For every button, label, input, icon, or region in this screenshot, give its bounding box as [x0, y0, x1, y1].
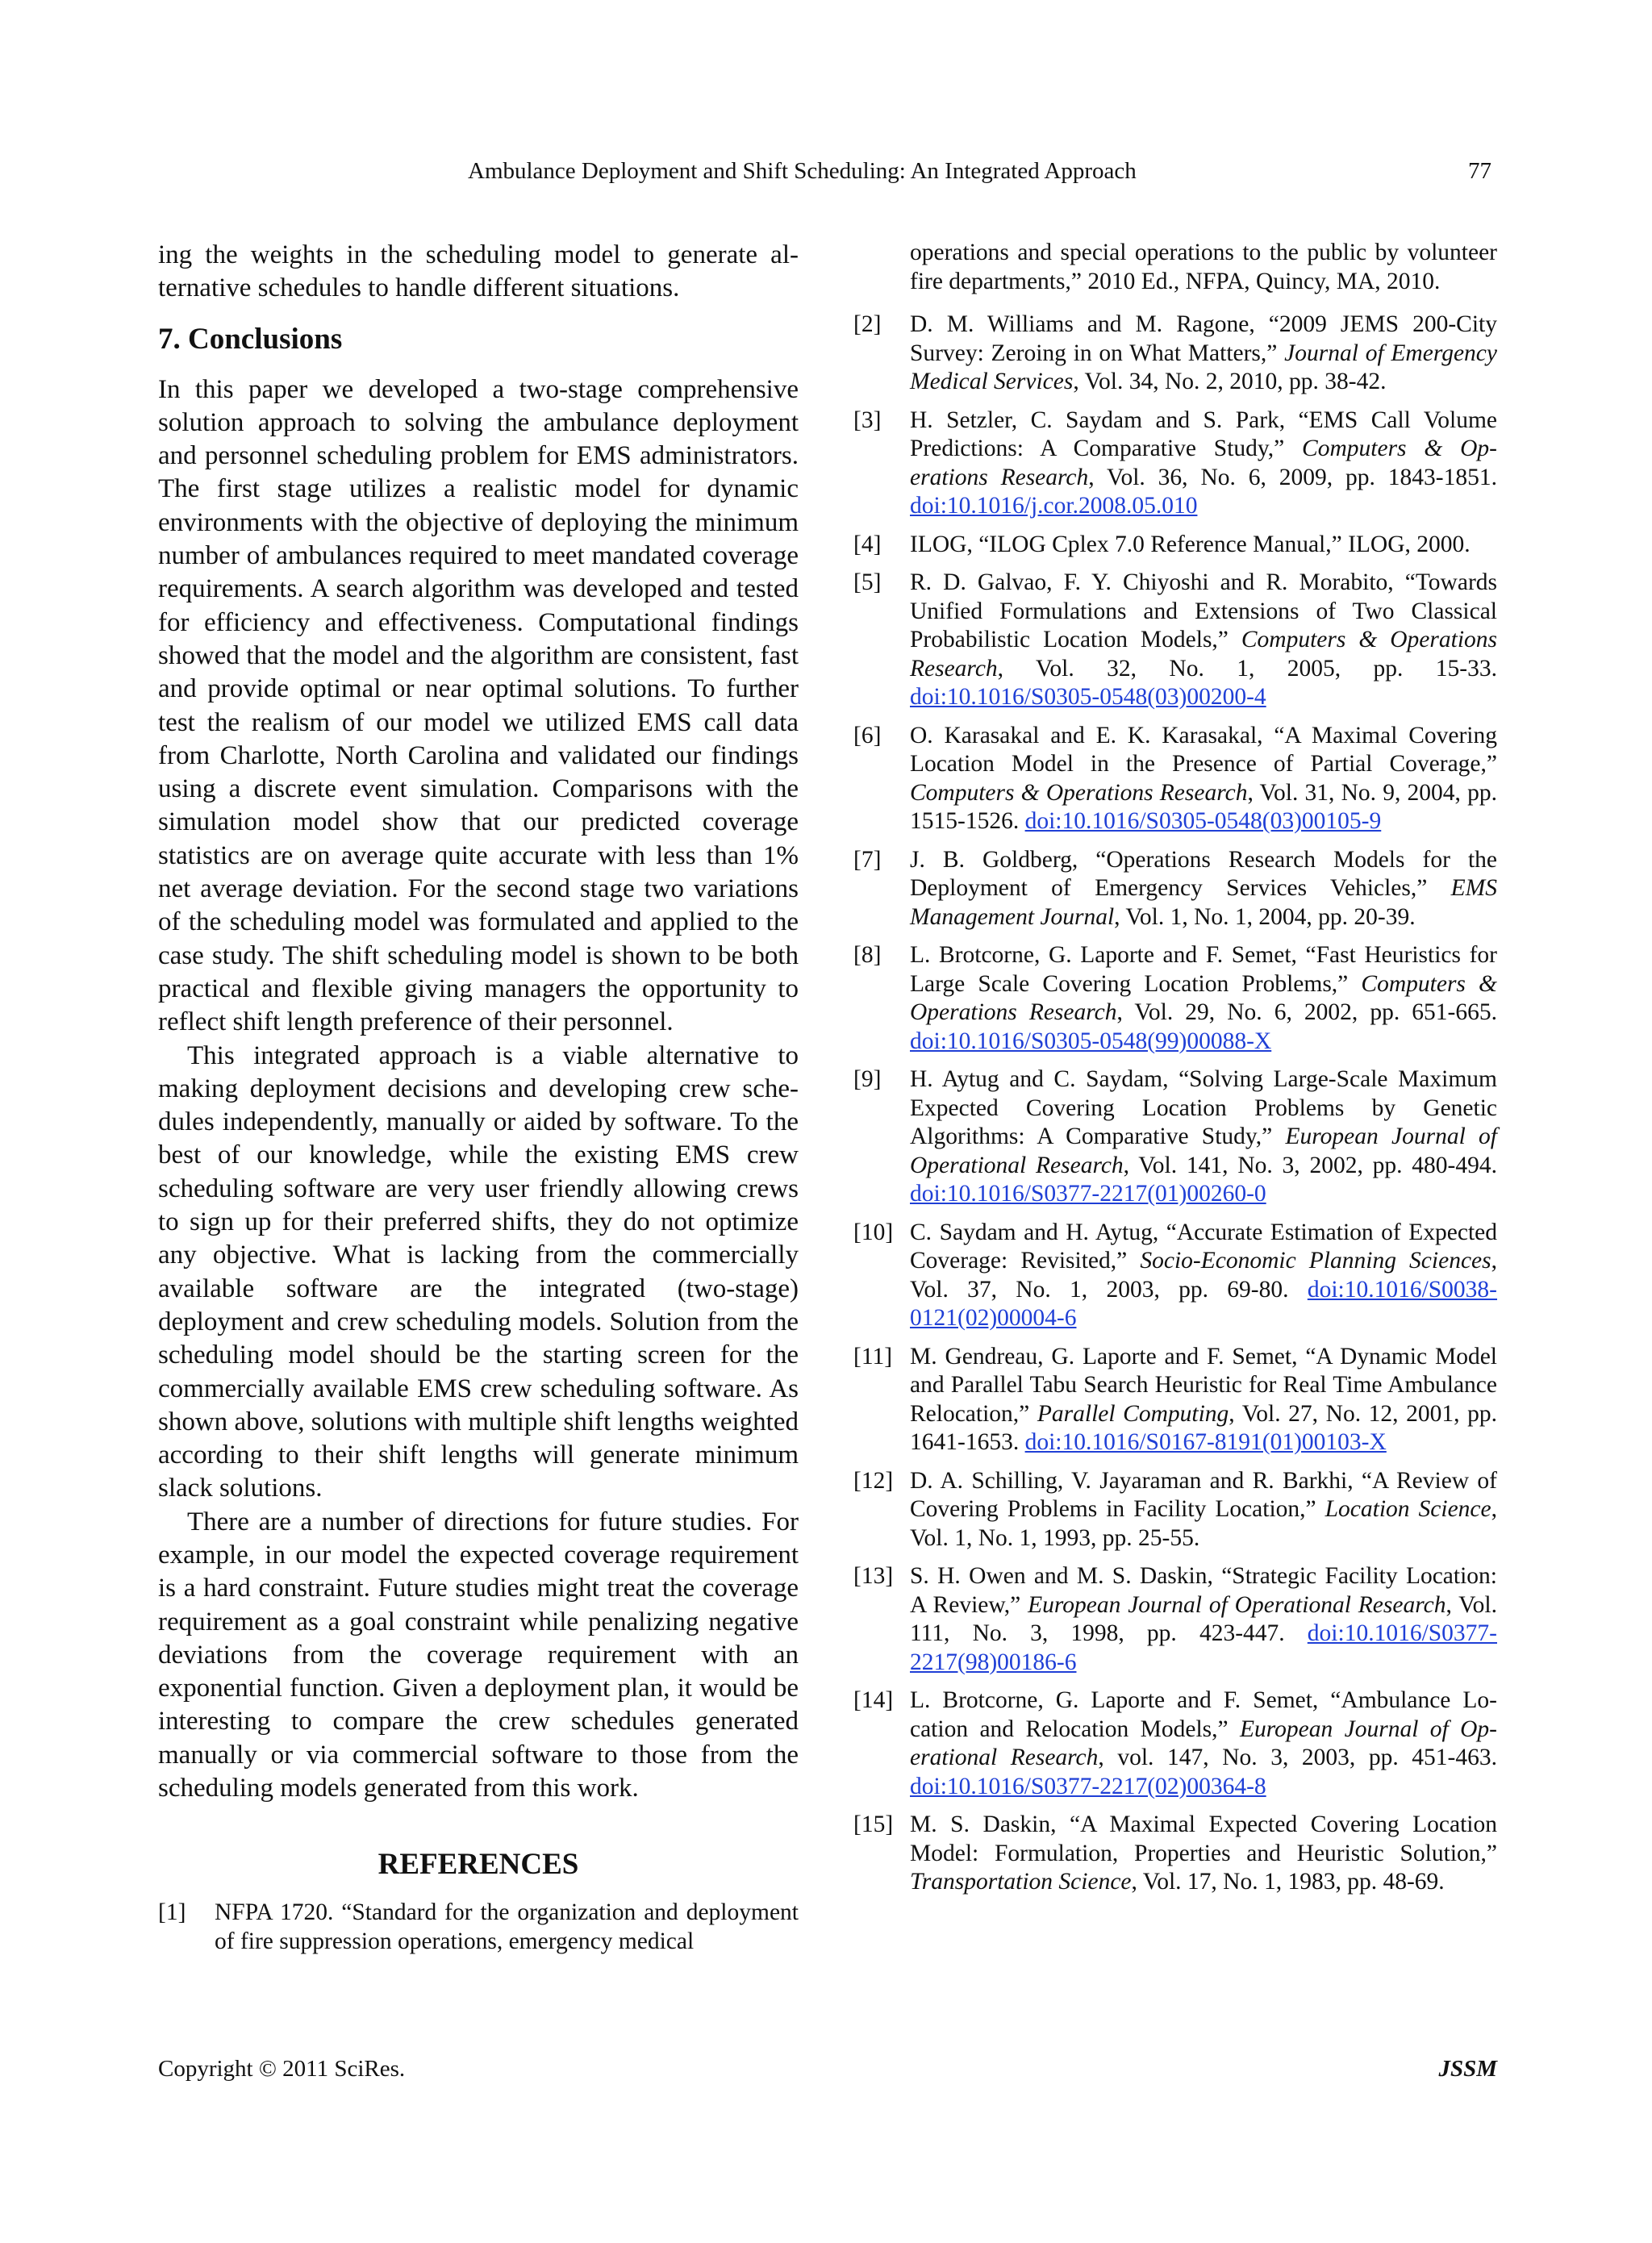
reference-journal: EMS Management Journal	[910, 875, 1497, 930]
doi-link[interactable]: doi:10.1016/S0377-2217(02)00364-8	[910, 1773, 1266, 1799]
reference-item	[853, 1811, 1497, 1897]
reference-item	[853, 406, 1497, 521]
conclusions-paragraph-3: There are a number of directions for future studies. For example, in our model the expected coverage requirement is a hard constraint. Future studies might treat the coverage requirement as a goal constraint while penalizing negative deviations from the coverage requirement with an exponential function. Given a deployment plan, it would be interesting to compare the crew schedules generated manually or via commercial software to those from the scheduling models generated from this work.	[158, 1507, 799, 1803]
reference-item	[853, 722, 1497, 836]
reference-text	[910, 1467, 1497, 1553]
reference-item	[853, 531, 1497, 560]
reference-authors-title: M. Gendreau, G. Laporte and F. Semet, “A Dynamic Model and Parallel Tabu Search Heuristic for Real Time Ambulance Relocation,”	[910, 1343, 1497, 1427]
conclusions-paragraph-1: In this paper we developed a two-stage comprehensive solution approach to solving the ambulance deployment and personnel scheduling problem for EMS administrators. The first stage utilizes a realistic model for dynamic environments with the objective of deploying the minimum number of ambulances required to meet mandated coverage requirements. A search algorithm was developed and tested for efficiency and effectiveness. Computational findings showed that the model and the algorithm are consistent, fast and provide optimal or near optimal solutions. To further test the realism of our model we utilized EMS call data from Charlotte, North Carolina and validated our findings using a discrete event simulation. Comparisons with the simulation model show that our predicted coverage statistics are on average quite accurate with less than 1% net average deviation. For the second stage two variations of the scheduling model was formulated and applied to the case study. The shift scheduling model is shown to be both practical and flexible giving managers the opportunity to reflect shift length preference of their personnel.	[158, 374, 799, 1037]
reference-number: [5]	[853, 569, 882, 595]
doi-link[interactable]: doi:10.1016/S0305-0548(99)00088-X	[910, 1028, 1272, 1054]
reference-volume-pages: , Vol. 37, No. 1, 2003, pp. 69-80.	[910, 1248, 1497, 1303]
reference-text	[910, 722, 1497, 836]
reference-number: [2]	[853, 311, 882, 337]
reference-authors-title: D. A. Schilling, V. Jayaraman and R. Barkhi, “A Review of Covering Problems in Facility Location,”	[910, 1467, 1497, 1522]
doi-link[interactable]: doi:10.1016/S0305-0548(03)00200-4	[910, 684, 1266, 710]
reference-volume-pages: , Vol. 32, No. 1, 2005, pp. 15-33.	[997, 655, 1497, 682]
reference-journal: Computers & Operations Research	[910, 970, 1497, 1025]
reference-number: [6]	[853, 722, 882, 748]
reference-volume-pages: , Vol. 27, No. 12, 2001, pp. 1641-1653.	[910, 1400, 1498, 1455]
reference-text	[910, 1219, 1497, 1333]
reference-item	[853, 1562, 1497, 1677]
reference-authors-title: ILOG, “ILOG Cplex 7.0 Reference Manual,” ILOG, 2000.	[910, 531, 1471, 557]
reference-item	[853, 1343, 1497, 1457]
reference-authors-title: J. B. Goldberg, “Operations Research Models for the Deployment of Emergency Services Vehicles,”	[910, 846, 1497, 901]
reference-number: [9]	[853, 1066, 882, 1092]
reference-journal: Parallel Computing	[1037, 1400, 1229, 1427]
reference-item	[853, 569, 1497, 712]
paragraph-continued: ing the weights in the scheduling model to generate alternative schedules to handle different situations.	[158, 240, 799, 303]
reference-journal: Socio-Economic Planning Sciences	[1140, 1248, 1491, 1274]
reference-text	[910, 1811, 1497, 1897]
reference-authors-title: C. Saydam and H. Aytug, “Accurate Estimation of Expected Coverage: Revisited,”	[910, 1219, 1497, 1274]
reference-number: [3]	[853, 406, 882, 433]
copyright-notice: Copyright © 2011 SciRes.	[158, 2056, 406, 2082]
doi-link[interactable]: doi:10.1016/j.cor.2008.05.010	[910, 493, 1198, 519]
reference-authors-title: L. Brotcorne, G. Laporte and F. Semet, “Fast Heuristics for Large Scale Covering Location Problems,”	[910, 942, 1497, 997]
reference-authors-title: H. Aytug and C. Saydam, “Solving Large-Scale Maximum Expected Covering Location Problems by Genetic Algorithms: A Comparative Study,”	[910, 1066, 1497, 1149]
reference-number: [15]	[853, 1811, 894, 1837]
reference-journal: European Journal of Operational Research	[1028, 1591, 1446, 1618]
reference-journal: Computers & Operations Research	[910, 627, 1497, 682]
reference-journal: Computers & Operations Research	[910, 779, 1248, 806]
reference-item	[853, 1467, 1497, 1553]
reference-volume-pages: , Vol. 1, No. 1, 2004, pp. 20-39.	[1114, 903, 1416, 930]
reference-item	[853, 1686, 1497, 1801]
journal-abbreviation: JSSM	[1438, 2056, 1497, 2082]
reference-authors-title: H. Setzler, C. Saydam and S. Park, “EMS Call Volume Predictions: A Comparative Study,”	[910, 406, 1497, 461]
reference-item-1-continued	[853, 239, 1497, 296]
reference-journal: Transportation Science	[910, 1869, 1132, 1895]
reference-item	[853, 1065, 1497, 1209]
left-column	[158, 239, 799, 1966]
section-heading-conclusions: 7. Conclusions	[158, 322, 343, 356]
reference-journal: Journal of Emergency Medical Services	[910, 340, 1497, 394]
reference-volume-pages: , Vol. 34, No. 2, 2010, pp. 38-42.	[1073, 369, 1387, 394]
reference-item-1	[158, 1899, 799, 1956]
reference-volume-pages: , Vol. 111, No. 3, 1998, pp. 423-447.	[910, 1591, 1497, 1646]
reference-item	[853, 846, 1497, 932]
reference-number: [14]	[853, 1687, 894, 1713]
reference-number: [7]	[853, 846, 882, 873]
reference-number: [11]	[853, 1343, 893, 1370]
reference-number: [4]	[853, 531, 882, 557]
reference-text	[910, 311, 1497, 397]
reference-text	[910, 1686, 1497, 1801]
doi-link[interactable]: doi:10.1016/S0305-0548(03)00105-9	[1024, 808, 1382, 834]
doi-link[interactable]: doi:10.1016/S0377-2217(01)00260-0	[910, 1181, 1266, 1207]
reference-volume-pages: , Vol. 36, No. 6, 2009, pp. 1843-1851.	[1088, 464, 1497, 490]
reference-number: [13]	[853, 1563, 894, 1589]
page-number: 77	[1468, 158, 1491, 184]
reference-authors-title: L. Brotcorne, G. Laporte and F. Semet, “Ambulance Location and Relocation Models,”	[910, 1687, 1497, 1742]
reference-item	[853, 941, 1497, 1056]
reference-authors-title: S. H. Owen and M. S. Daskin, “Strategic Facility Location: A Review,”	[910, 1563, 1497, 1618]
reference-text	[910, 1343, 1497, 1457]
reference-authors-title: R. D. Galvao, F. Y. Chiyoshi and R. Morabito, “Towards Unified Formulations and Extensions of Two Classical Probabilistic Location Models,”	[910, 569, 1497, 652]
reference-list	[853, 311, 1497, 1897]
reference-number: [8]	[853, 942, 882, 968]
reference-volume-pages: , Vol. 141, No. 3, 2002, pp. 480-494.	[1123, 1152, 1497, 1178]
reference-volume-pages: , vol. 147, No. 3, 2003, pp. 451-463.	[1098, 1745, 1497, 1770]
reference-volume-pages: , Vol. 29, No. 6, 2002, pp. 651-665.	[1116, 999, 1497, 1025]
reference-text: NFPA 1720. “Standard for the organization and deployment of fire suppression operations, emergency medical	[215, 1899, 799, 1954]
reference-item	[853, 311, 1497, 397]
reference-text	[910, 846, 1497, 932]
doi-link[interactable]: doi:10.1016/S0038-0121(02)00004-6	[910, 1276, 1498, 1331]
right-column	[853, 239, 1497, 1907]
doi-link[interactable]: doi:10.1016/S0167-8191(01)00103-X	[1024, 1429, 1387, 1455]
reference-text	[910, 1065, 1497, 1209]
reference-journal: European Journal of Operational Research	[910, 1716, 1497, 1770]
reference-authors-title: M. S. Daskin, “A Maximal Expected Covering Location Model: Formulation, Properties and Heuristic Solution,”	[910, 1811, 1497, 1866]
reference-journal: Computers & Operations Research	[910, 436, 1497, 490]
reference-number: [10]	[853, 1219, 894, 1245]
reference-text	[910, 531, 1497, 560]
reference-text	[910, 941, 1497, 1056]
reference-text	[910, 569, 1497, 712]
reference-volume-pages: , Vol. 1, No. 1, 1993, pp. 25-55.	[910, 1496, 1497, 1551]
reference-authors-title: O. Karasakal and E. K. Karasakal, “A Maximal Covering Location Model in the Presence of Partial Coverage,”	[910, 722, 1497, 777]
reference-text	[910, 406, 1497, 521]
doi-link[interactable]: doi:10.1016/S0377-2217(98)00186-6	[910, 1620, 1497, 1675]
reference-number: [1]	[158, 1899, 186, 1926]
reference-volume-pages: , Vol. 17, No. 1, 1983, pp. 48-69.	[1131, 1869, 1445, 1895]
reference-item	[853, 1219, 1497, 1333]
running-title: Ambulance Deployment and Shift Scheduling: An Integrated Approach	[468, 158, 1137, 184]
reference-text	[910, 1562, 1497, 1677]
references-heading: REFERENCES	[378, 1848, 579, 1882]
reference-volume-pages: , Vol. 31, No. 9, 2004, pp. 1515-1526.	[910, 779, 1498, 834]
conclusions-paragraph-2: This integrated approach is a viable alternative to making deployment decisions and developing crew schedules independently, manually or aided by software. To the best of our knowledge, while the existing EMS crew scheduling software are very user friendly allowing crews to sign up for their preferred shifts, they do not optimize any objective. What is lacking from the commercially available software are the integrated (two-stage) deployment and crew scheduling models. Solution from the scheduling model should be the starting screen for the commercially available EMS crew scheduling software. As shown above, solutions with multiple shift lengths weighted according to their shift lengths will generate minimum slack solutions.	[158, 1040, 799, 1503]
reference-journal: European Journal of Operational Research	[910, 1124, 1497, 1178]
reference-text: operations and special operations to the public by volunteer fire departments,” 2010 Ed., NFPA, Quincy, MA, 2010.	[910, 240, 1497, 294]
reference-authors-title: D. M. Williams and M. Ragone, “2009 JEMS 200-City Survey: Zeroing in on What Matters,”	[910, 311, 1497, 366]
reference-number: [12]	[853, 1467, 894, 1494]
reference-journal: Location Science	[1325, 1496, 1491, 1522]
